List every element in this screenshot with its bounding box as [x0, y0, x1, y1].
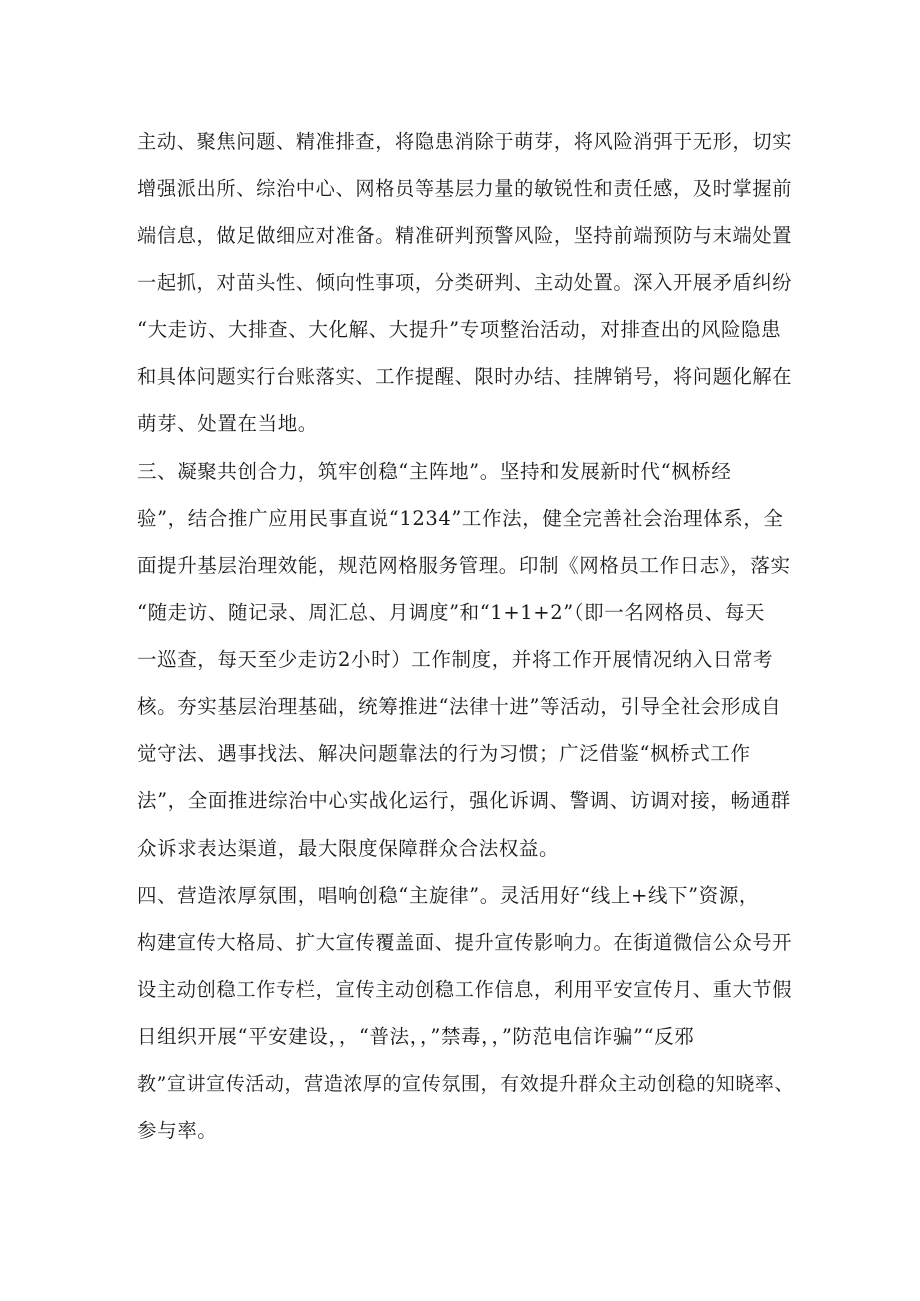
text-line: 萌芽、处置在当地。 [137, 412, 318, 435]
text-line: 教”宣讲宣传活动，营造浓厚的宣传氛围，有效提升群众主动创稳的知晓率、 [137, 1073, 795, 1095]
text-line: “大走访、大排查、大化解、大提升”专项整治活动，对排查出的风险隐患 [137, 318, 782, 341]
text-line: 构建宣传大格局、扩大宣传覆盖面、提升宣传影响力。在街道微信公众号开 [137, 931, 793, 954]
text-line: 设主动创稳工作专栏，宣传主动创稳工作信息，利用平安宣传月、重大节假 [137, 978, 793, 1001]
text-line: 验”，结合推广应用民事直说“1234”工作法，健全完善社会治理体系，全 [137, 507, 784, 530]
text-line: 端信息，做足做细应对准备。精准研判预警风险，坚持前端预防与末端处置 [137, 224, 793, 247]
text-line: 和具体问题实行台账落实、工作提醒、限时办结、挂牌销号，将问题化解在 [137, 365, 793, 388]
text-line: 一起抓，对苗头性、倾向性事项，分类研判、主动处置。深入开展矛盾纠纷 [137, 271, 793, 294]
text-line: “随走访、随记录、周汇总、月调度”和“1+1+2”（即一名网格员、每天 [137, 601, 766, 624]
text-line: 核。夯实基层治理基础，统筹推进“法律十进”等活动，引导全社会形成自 [137, 695, 782, 718]
text-line: 一巡查，每天至少走访2小时）工作制度，并将工作开展情况纳入日常考 [137, 648, 774, 671]
text-line: 三、凝聚共创合力，筑牢创稳“主阵地”。坚持和发展新时代“枫桥经 [137, 460, 732, 483]
text-line: 面提升基层治理效能，规范网格服务管理。印制《网格员工作日志》，落实 [137, 554, 791, 577]
text-line: 觉守法、遇事找法、解决问题靠法的行为习惯；广泛借鉴“枫桥式工作 [137, 742, 751, 765]
text-line: 日组织开展“平安建设，，“普法，，”禁毒，，”防范电信诈骗”“反邪 [137, 1025, 695, 1048]
text-line: 参与率。 [137, 1119, 218, 1142]
text-line: 法”，全面推进综治中心实战化运行，强化诉调、警调、访调对接，畅通群 [137, 789, 791, 812]
text-line: 四、营造浓厚氛围，唱响创稳“主旋律”。灵活用好“线上+线下”资源， [137, 884, 760, 907]
text-line: 主动、聚焦问题、精准排查，将隐患消除于萌芽，将风险消弭于无形，切实 [137, 130, 793, 153]
text-line: 增强派出所、综治中心、网格员等基层力量的敏锐性和责任感，及时掌握前 [137, 177, 793, 200]
text-line: 众诉求表达渠道，最大限度保障群众合法权益。 [137, 837, 560, 860]
